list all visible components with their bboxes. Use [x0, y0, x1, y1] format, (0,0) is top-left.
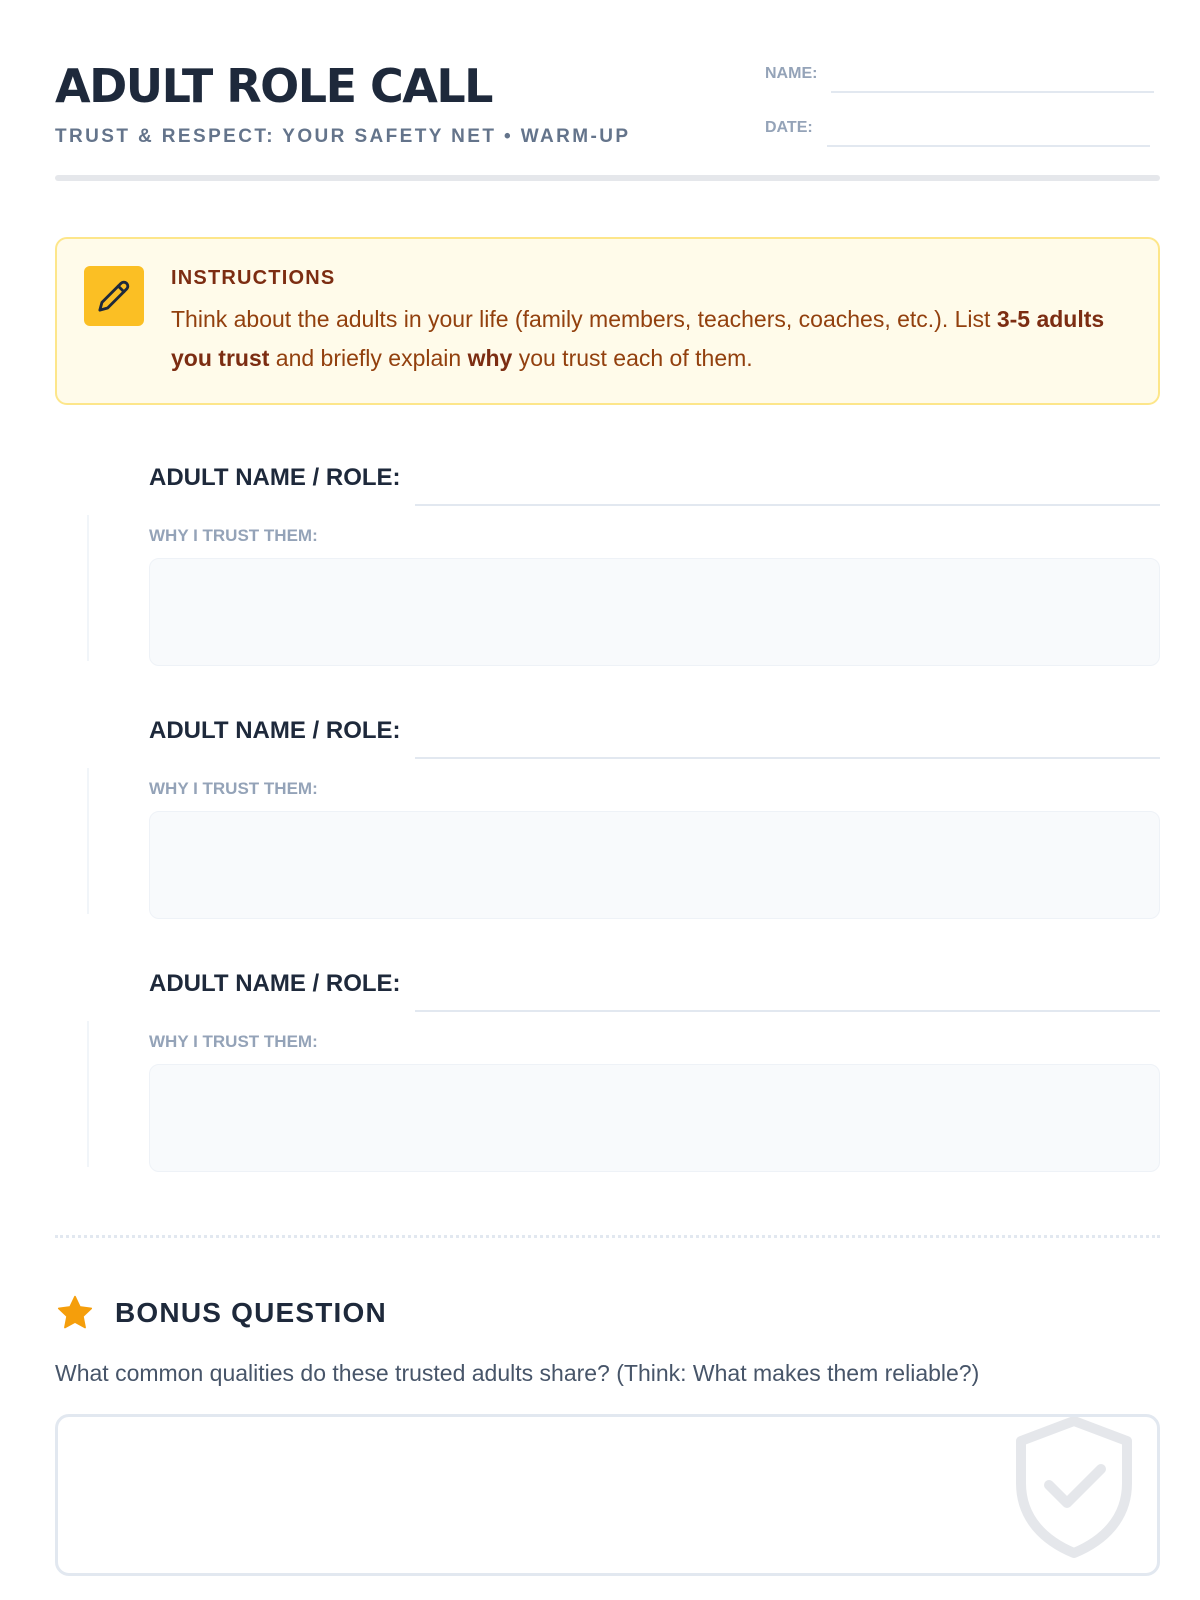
instructions-text: Think about the adults in your life (family members, teachers, coaches, etc.). List 3-5 adults you trust and briefly explain why you trust each of them. — [171, 306, 1105, 371]
entry-accent-bar — [87, 515, 89, 661]
why-trust-box[interactable] — [149, 811, 1160, 919]
date-field[interactable] — [765, 111, 1150, 147]
pencil-icon — [84, 266, 144, 326]
instructions-heading: INSTRUCTIONS — [171, 267, 336, 289]
why-trust-box[interactable] — [149, 1064, 1160, 1172]
page-subtitle: TRUST & RESPECT: YOUR SAFETY NET • WARM-UP — [55, 126, 631, 147]
date-label: DATE: — [765, 119, 813, 136]
bonus-header — [55, 1293, 387, 1333]
adult-name-label: ADULT NAME / ROLE: — [149, 464, 401, 491]
adult-entry-1 — [55, 462, 1160, 682]
why-trust-label: WHY I TRUST THEM: — [149, 1032, 318, 1051]
adult-name-line[interactable] — [415, 1010, 1160, 1012]
name-field[interactable] — [765, 57, 1154, 93]
header-divider — [55, 175, 1160, 181]
instructions-box — [55, 237, 1160, 405]
name-line[interactable] — [831, 57, 1154, 93]
adult-name-label: ADULT NAME / ROLE: — [149, 970, 401, 997]
adult-name-label: ADULT NAME / ROLE: — [149, 717, 401, 744]
page-title: ADULT ROLE CALL — [55, 59, 492, 113]
adult-name-line[interactable] — [415, 757, 1160, 759]
bonus-question: What common qualities do these trusted adults share? (Think: What makes them reliable?) — [55, 1360, 980, 1386]
shield-check-icon — [1009, 1414, 1139, 1561]
why-trust-label: WHY I TRUST THEM: — [149, 779, 318, 798]
adult-name-line[interactable] — [415, 504, 1160, 506]
why-trust-label: WHY I TRUST THEM: — [149, 526, 318, 545]
name-label: NAME: — [765, 65, 818, 82]
adult-entry-2 — [55, 715, 1160, 935]
section-divider — [55, 1235, 1160, 1238]
entry-accent-bar — [87, 1021, 89, 1167]
star-icon — [55, 1293, 95, 1333]
instructions-emphasis-count: 3-5 adults you trust — [171, 306, 1105, 371]
entry-accent-bar — [87, 768, 89, 914]
bonus-answer-box[interactable] — [55, 1414, 1160, 1576]
adult-entry-3 — [55, 968, 1160, 1188]
bonus-title: BONUS QUESTION — [115, 1297, 387, 1328]
instructions-emphasis-why: why — [467, 345, 513, 371]
date-line[interactable] — [827, 111, 1150, 147]
worksheet-header — [55, 55, 1160, 185]
why-trust-box[interactable] — [149, 558, 1160, 666]
